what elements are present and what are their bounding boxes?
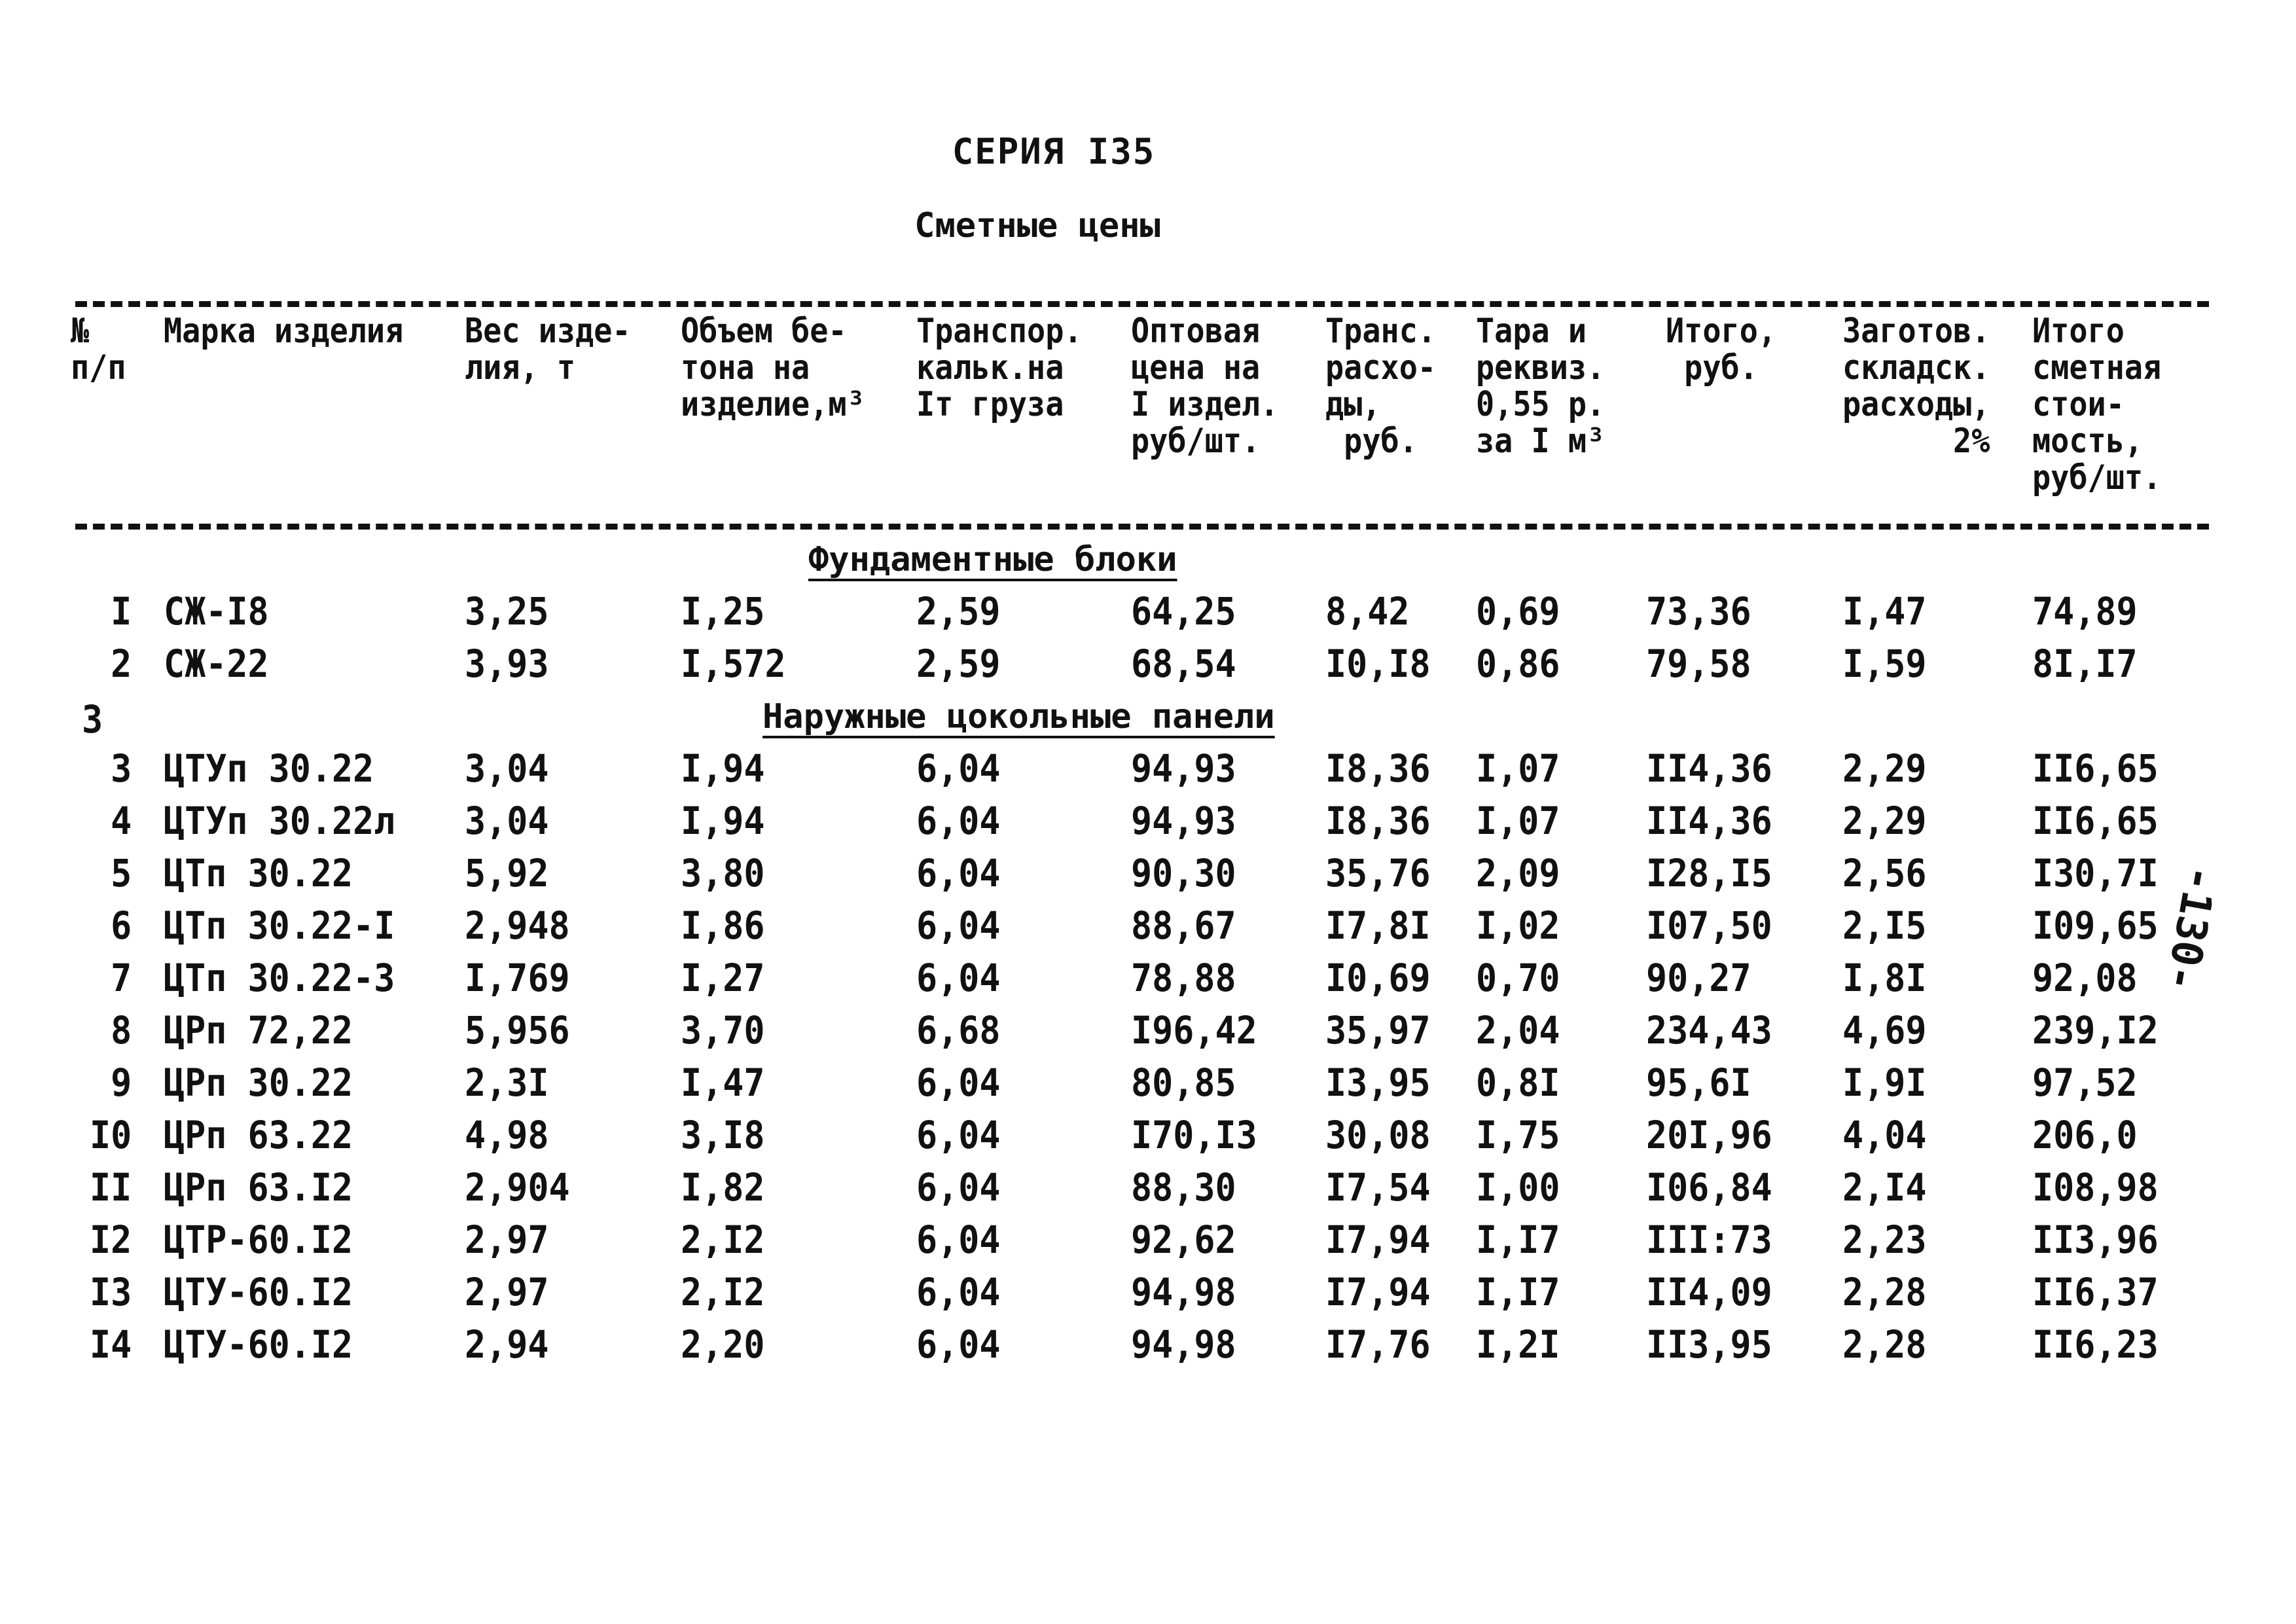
row-value: 94,98 xyxy=(1131,1322,1236,1367)
row-value: 234,43 xyxy=(1646,1008,1772,1053)
row-value: 35,76 xyxy=(1325,851,1431,895)
header-subtotal: Итого, руб. xyxy=(1666,312,1777,388)
row-value: 2,3I xyxy=(465,1060,549,1105)
row-value: I,47 xyxy=(1842,589,1927,634)
row-value: 8,42 xyxy=(1325,589,1410,634)
row-value: II6,65 xyxy=(2032,799,2159,843)
row-value: 90,27 xyxy=(1646,956,1751,1000)
section-title: Фундаментные блоки xyxy=(808,540,1177,579)
row-value: 2,904 xyxy=(465,1165,570,1210)
row-value: 0,70 xyxy=(1476,956,1560,1000)
row-value: 2,20 xyxy=(681,1322,765,1367)
row-value: II6,65 xyxy=(2032,746,2159,791)
row-value: 2,I2 xyxy=(681,1270,765,1314)
row-value: I,769 xyxy=(465,956,570,1000)
page-number: -130- xyxy=(2155,862,2225,995)
row-value: I7,94 xyxy=(1325,1218,1431,1262)
row-value: 35,97 xyxy=(1325,1008,1431,1053)
row-value: I8,36 xyxy=(1325,799,1431,843)
row-brand: ЦТУп 30.22л xyxy=(164,799,395,843)
row-value: I8,36 xyxy=(1325,746,1431,791)
row-value: 94,98 xyxy=(1131,1270,1236,1314)
row-value: I,59 xyxy=(1842,641,1927,686)
row-value: 0,69 xyxy=(1476,589,1560,634)
row-value: 97,52 xyxy=(2032,1060,2138,1105)
row-value: I7,54 xyxy=(1325,1165,1431,1210)
row-number: I0 xyxy=(89,1113,132,1157)
row-value: 3,I8 xyxy=(681,1113,765,1157)
row-number: I xyxy=(111,589,132,634)
row-value: 8I,I7 xyxy=(2032,641,2138,686)
row-number: I3 xyxy=(89,1270,132,1314)
row-number: I4 xyxy=(89,1322,132,1367)
header-weight: Вес изде- лия, т xyxy=(465,312,631,388)
header-bottom-rule xyxy=(75,524,2209,530)
row-brand: ЦТп 30.22 xyxy=(164,851,353,895)
row-value: 95,6I xyxy=(1646,1060,1751,1105)
row-number: 2 xyxy=(111,641,132,686)
row-brand: СЖ-22 xyxy=(164,641,269,686)
row-value: 3,93 xyxy=(465,641,549,686)
row-value: 2,23 xyxy=(1842,1218,1927,1262)
row-value: 88,30 xyxy=(1131,1165,1236,1210)
row-value: II3,96 xyxy=(2032,1218,2159,1262)
row-value: 6,04 xyxy=(916,903,1001,948)
row-value: I,00 xyxy=(1476,1165,1560,1210)
row-value: I06,84 xyxy=(1646,1165,1772,1210)
row-value: 6,04 xyxy=(916,1270,1001,1314)
row-number: 8 xyxy=(111,1008,132,1053)
header-packaging: Тара и реквиз. 0,55 р. за I м³ xyxy=(1476,312,1605,461)
row-value: I,94 xyxy=(681,799,765,843)
row-value: I07,50 xyxy=(1646,903,1772,948)
row-brand: ЦРп 63.I2 xyxy=(164,1165,353,1210)
row-brand: ЦРп 72,22 xyxy=(164,1008,353,1053)
row-brand: ЦТР-60.I2 xyxy=(164,1218,353,1262)
row-value: I08,98 xyxy=(2032,1165,2159,1210)
row-number: I2 xyxy=(89,1218,132,1262)
row-value: 2,I2 xyxy=(681,1218,765,1262)
row-value: 73,36 xyxy=(1646,589,1751,634)
row-value: 94,93 xyxy=(1131,746,1236,791)
row-value: 0,8I xyxy=(1476,1060,1560,1105)
row-value: I3,95 xyxy=(1325,1060,1431,1105)
row-value: 2,59 xyxy=(916,589,1001,634)
row-value: I7,8I xyxy=(1325,903,1431,948)
row-value: I96,42 xyxy=(1131,1008,1257,1053)
row-value: I0,69 xyxy=(1325,956,1431,1000)
row-brand: ЦТУп 30.22 xyxy=(164,746,374,791)
row-value: I,82 xyxy=(681,1165,765,1210)
row-value: 4,69 xyxy=(1842,1008,1927,1053)
row-value: I,25 xyxy=(681,589,765,634)
row-value: I,07 xyxy=(1476,799,1560,843)
row-value: I,9I xyxy=(1842,1060,1927,1105)
row-value: I28,I5 xyxy=(1646,851,1772,895)
row-value: 206,0 xyxy=(2032,1113,2138,1157)
row-value: I,2I xyxy=(1476,1322,1560,1367)
row-value: 3,70 xyxy=(681,1008,765,1053)
row-value: 2,56 xyxy=(1842,851,1927,895)
row-value: 2,04 xyxy=(1476,1008,1560,1053)
row-value: I,07 xyxy=(1476,746,1560,791)
row-value: I09,65 xyxy=(2032,903,2159,948)
row-value: 3,80 xyxy=(681,851,765,895)
row-value: 79,58 xyxy=(1646,641,1751,686)
row-brand: ЦРп 63.22 xyxy=(164,1113,353,1157)
row-value: 4,04 xyxy=(1842,1113,1927,1157)
row-value: III:73 xyxy=(1646,1218,1772,1262)
row-number: II xyxy=(89,1165,132,1210)
row-value: 80,85 xyxy=(1131,1060,1236,1105)
row-value: I,94 xyxy=(681,746,765,791)
row-value: I,75 xyxy=(1476,1113,1560,1157)
header-brand: Марка изделия xyxy=(164,312,404,351)
row-value: 6,68 xyxy=(916,1008,1001,1053)
row-value: 78,88 xyxy=(1131,956,1236,1000)
row-value: II6,23 xyxy=(2032,1322,2159,1367)
row-value: I,27 xyxy=(681,956,765,1000)
row-value: 88,67 xyxy=(1131,903,1236,948)
row-number: 7 xyxy=(111,956,132,1000)
row-value: I,47 xyxy=(681,1060,765,1105)
row-value: 2,948 xyxy=(465,903,570,948)
row-brand: ЦТп 30.22-3 xyxy=(164,956,395,1000)
row-value: 2,94 xyxy=(465,1322,549,1367)
row-value: 2,97 xyxy=(465,1218,549,1262)
row-value: 6,04 xyxy=(916,956,1001,1000)
header-total-cost: Итого сметная стои- мость, руб/шт. xyxy=(2032,312,2162,497)
header-procurement: Заготов. складск. расходы, 2% xyxy=(1842,312,1990,461)
row-value: II4,09 xyxy=(1646,1270,1772,1314)
header-wholesale-price: Оптовая цена на I издел. руб/шт. xyxy=(1131,312,1279,461)
row-value: 90,30 xyxy=(1131,851,1236,895)
row-value: I70,I3 xyxy=(1131,1113,1257,1157)
row-value: II3,95 xyxy=(1646,1322,1772,1367)
row-brand: ЦТп 30.22-I xyxy=(164,903,395,948)
row-value: 30,08 xyxy=(1325,1113,1431,1157)
row-brand: ЦТУ-60.I2 xyxy=(164,1270,353,1314)
page-subtitle: Сметные цены xyxy=(914,206,1160,245)
row-value: 2,29 xyxy=(1842,799,1927,843)
row-value: 6,04 xyxy=(916,1322,1001,1367)
row-value: 6,04 xyxy=(916,799,1001,843)
row-number: 3 xyxy=(111,746,132,791)
row-value: II4,36 xyxy=(1646,746,1772,791)
row-value: 4,98 xyxy=(465,1113,549,1157)
row-value: 64,25 xyxy=(1131,589,1236,634)
row-value: 2,09 xyxy=(1476,851,1560,895)
row-value: 0,86 xyxy=(1476,641,1560,686)
row-value: I,86 xyxy=(681,903,765,948)
row-value: 2,I5 xyxy=(1842,903,1927,948)
row-value: 2,I4 xyxy=(1842,1165,1927,1210)
row-value: 2,28 xyxy=(1842,1270,1927,1314)
row-value: 2,28 xyxy=(1842,1322,1927,1367)
row-value: I7,76 xyxy=(1325,1322,1431,1367)
row-value: I30,7I xyxy=(2032,851,2159,895)
row-brand: ЦРп 30.22 xyxy=(164,1060,353,1105)
row-value: I,02 xyxy=(1476,903,1560,948)
row-value: I,8I xyxy=(1842,956,1927,1000)
row-brand: СЖ-I8 xyxy=(164,589,269,634)
row-value: 94,93 xyxy=(1131,799,1236,843)
row-value: 92,08 xyxy=(2032,956,2138,1000)
row-value: 6,04 xyxy=(916,746,1001,791)
row-value: I7,94 xyxy=(1325,1270,1431,1314)
row-number: 9 xyxy=(111,1060,132,1105)
row-value: 20I,96 xyxy=(1646,1113,1772,1157)
header-transport-calc: Транспор. кальк.на Iт груза xyxy=(916,312,1083,424)
row-number: 4 xyxy=(111,799,132,843)
row-value: 3,04 xyxy=(465,746,549,791)
row-value: II4,36 xyxy=(1646,799,1772,843)
row-brand: ЦТУ-60.I2 xyxy=(164,1322,353,1367)
row-value: 2,29 xyxy=(1842,746,1927,791)
row-value: 5,956 xyxy=(465,1008,570,1053)
row-value: 6,04 xyxy=(916,1113,1001,1157)
row-value: 2,59 xyxy=(916,641,1001,686)
row-value: 6,04 xyxy=(916,1218,1001,1262)
row-value: 6,04 xyxy=(916,1165,1001,1210)
row-value: 3,04 xyxy=(465,799,549,843)
row-value: I,572 xyxy=(681,641,786,686)
row-value: 5,92 xyxy=(465,851,549,895)
header-concrete-volume: Объем бе- тона на изделие,м³ xyxy=(681,312,865,424)
row-value: 3,25 xyxy=(465,589,549,634)
row-value: I,I7 xyxy=(1476,1270,1560,1314)
row-value: 68,54 xyxy=(1131,641,1236,686)
section-number: 3 xyxy=(82,697,103,742)
row-value: I,I7 xyxy=(1476,1218,1560,1262)
row-value: 6,04 xyxy=(916,851,1001,895)
row-value: 74,89 xyxy=(2032,589,2138,634)
row-value: 92,62 xyxy=(1131,1218,1236,1262)
row-number: 6 xyxy=(111,903,132,948)
section-title: Наружные цокольные панели xyxy=(762,697,1275,736)
header-top-rule xyxy=(75,301,2209,307)
header-transport-costs: Транс. расхо- ды, руб. xyxy=(1325,312,1437,461)
header-number: № п/п xyxy=(71,312,126,388)
page-title: СЕРИЯ I35 xyxy=(952,131,1156,172)
row-value: I0,I8 xyxy=(1325,641,1431,686)
row-value: 239,I2 xyxy=(2032,1008,2159,1053)
row-value: 2,97 xyxy=(465,1270,549,1314)
row-value: 6,04 xyxy=(916,1060,1001,1105)
row-value: II6,37 xyxy=(2032,1270,2159,1314)
row-number: 5 xyxy=(111,851,132,895)
